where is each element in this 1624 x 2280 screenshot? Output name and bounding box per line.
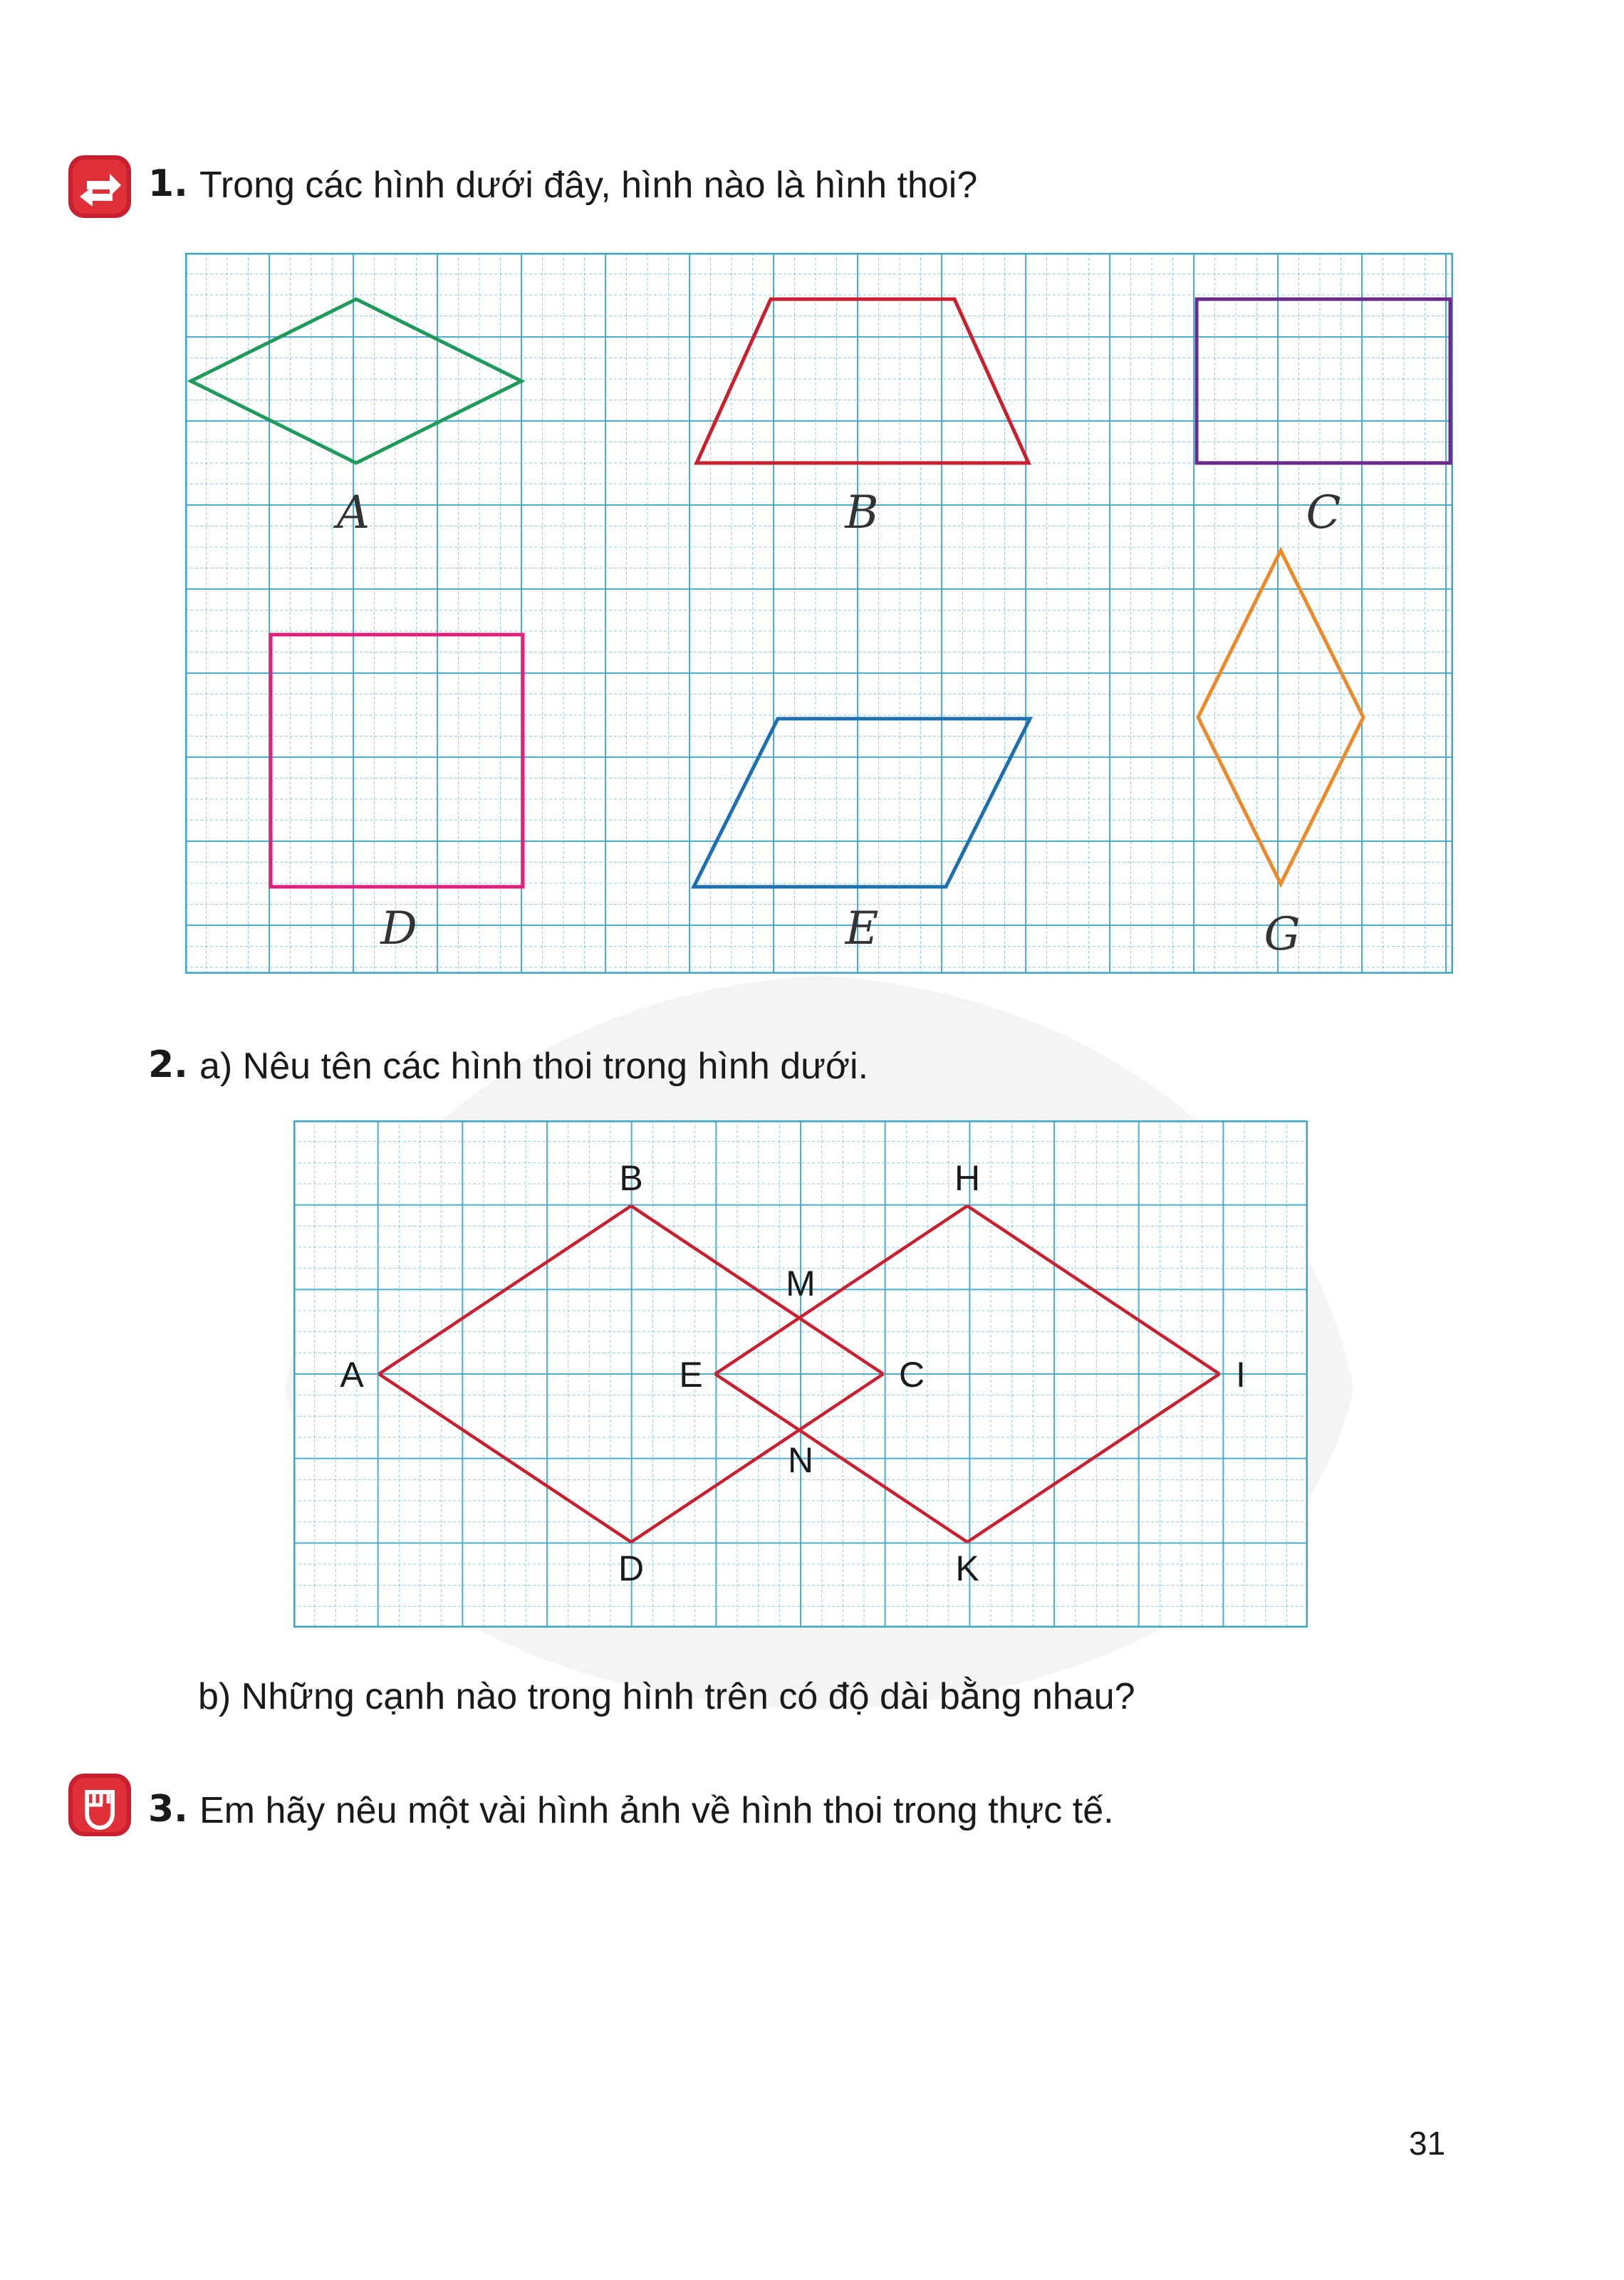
point-label-A: A xyxy=(340,1355,364,1395)
point-label-N: N xyxy=(787,1440,814,1480)
exercise-1-text: Trong các hình dưới đây, hình nào là hình thoi? xyxy=(199,165,978,206)
point-label-C: C xyxy=(898,1355,925,1395)
shapes-grid-figure xyxy=(185,253,1453,974)
exercise-2-number: 2. xyxy=(148,1043,188,1086)
point-label-I: I xyxy=(1236,1355,1246,1395)
exercise-1-number: 1. xyxy=(148,162,188,205)
exercise-3-number: 3. xyxy=(148,1788,188,1831)
page-number: 31 xyxy=(1409,2125,1446,2162)
point-label-M: M xyxy=(786,1264,816,1303)
arrows-swap-icon xyxy=(66,152,134,221)
label-C: C xyxy=(1306,486,1341,539)
label-B: B xyxy=(845,486,879,539)
label-A: A xyxy=(336,486,370,539)
rhombus-grid-figure xyxy=(293,1120,1308,1628)
point-label-H: H xyxy=(954,1158,981,1198)
label-G: G xyxy=(1264,908,1301,961)
point-label-K: K xyxy=(955,1548,979,1588)
point-label-E: E xyxy=(679,1355,703,1395)
exercise-3-text: Em hãy nêu một vài hình ảnh về hình thoi trong thực tế. xyxy=(199,1790,1114,1831)
raised-fist-icon xyxy=(66,1771,134,1839)
label-E: E xyxy=(845,902,879,955)
exercise-2b-text: b) Những cạnh nào trong hình trên có độ dài bằng nhau? xyxy=(198,1676,1135,1717)
point-label-B: B xyxy=(619,1158,643,1198)
point-label-D: D xyxy=(618,1548,645,1588)
label-D: D xyxy=(380,902,417,955)
exercise-2a-text: a) Nêu tên các hình thoi trong hình dưới. xyxy=(199,1046,869,1087)
